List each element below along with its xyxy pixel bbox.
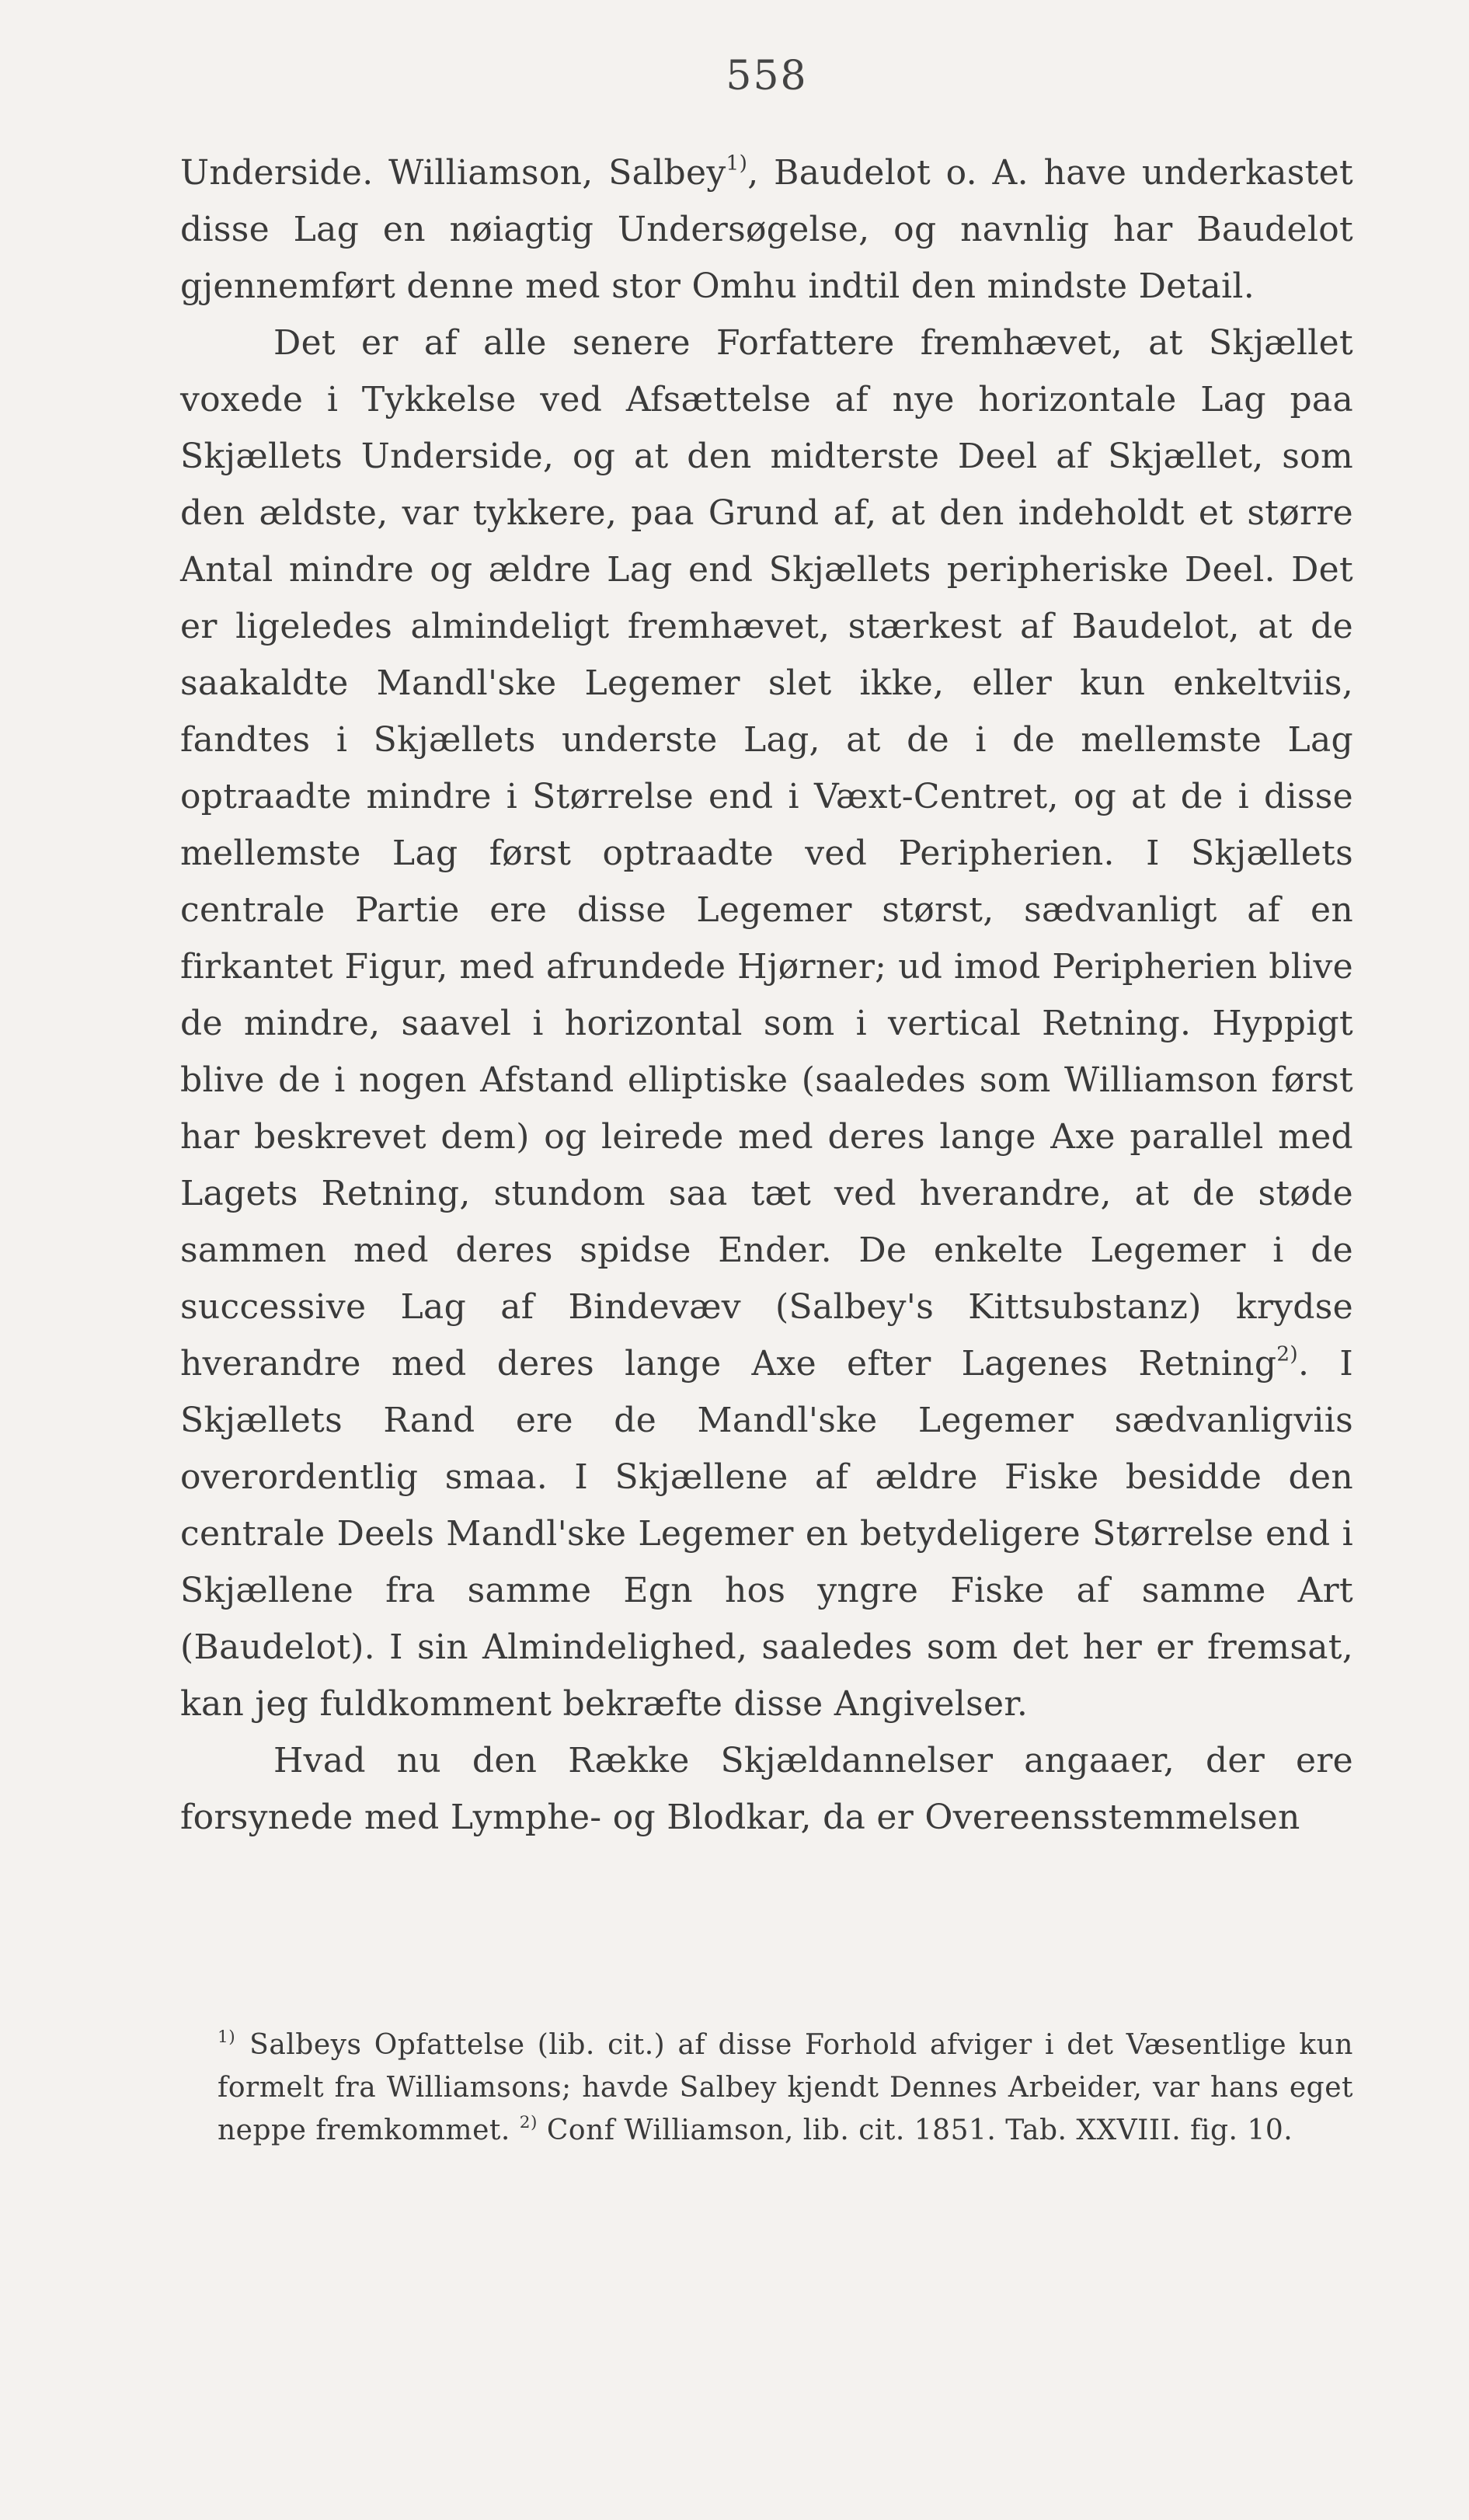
text-run: , Baudelot o. A. have underkastet disse Lag en nøiagtig Undersøgelse, og navnlig har Baudelot gjennemført denne med stor Omhu indtil den mindste Detail. <box>180 153 1353 306</box>
footnote-reference: 2) <box>1276 1342 1298 1366</box>
body-text <box>180 144 1353 1846</box>
paragraph <box>180 1732 1353 1846</box>
page-number: 558 <box>726 53 808 99</box>
footnote-reference: 1) <box>726 151 748 176</box>
footnote-reference: 2) <box>519 2112 538 2132</box>
paragraph <box>180 315 1353 1732</box>
footnote-reference: 1) <box>218 2027 236 2047</box>
document-page <box>180 47 1353 2486</box>
text-run: Hvad nu den Række Skjældannelser angaaer, der ere forsynede med Lymphe- og Blodkar, da er Overeensstemmelsen <box>180 1741 1353 1837</box>
text-run: Det er af alle senere Forfattere fremhævet, at Skjællet voxede i Tykkelse ved Afsættelse af nye horizontale Lag paa Skjællets Underside, og at den midterste Deel af Skjællet, som den ældste, var tykkere, paa Grund af, at den indeholdt et større Antal mindre og ældre Lag end Skjællets peripheriske Deel. Det er ligeledes almindeligt fremhævet, stærkest af Baudelot, at de saakaldte Mandl'ske Legemer slet ikke, eller kun enkeltviis, fandtes i Skjællets underste Lag, at de i de mellemste Lag optraadte mindre i Størrelse end i Væxt-Centret, og at de i disse mellemste Lag først optraadte ved Peripherien. I Skjællets centrale Partie ere disse Legemer størst, sædvanligt af en firkantet Figur, med afrundede Hjørner; ud imod Peripherien blive de mindre, saavel i horizontal som i vertical Retning. Hyppigt blive de i nogen Afstand elliptiske (saaledes som Williamson først har beskrevet dem) og leirede med deres lange Axe parallel med Lagets Retning, stundom saa tæt ved hverandre, at de støde sammen med deres spidse Ender. De enkelte Legemer i de successive Lag af Bindevæv (Salbey's Kittsubstanz) krydse hverandre med deres lange Axe efter Lagenes Retning <box>180 323 1353 1384</box>
footnotes <box>218 2024 1353 2152</box>
paragraph <box>180 144 1353 315</box>
footnote <box>218 2024 1353 2152</box>
text-run: . I Skjællets Rand ere de Mandl'ske Legemer sædvanligviis overordentlig smaa. I Skjællene af ældre Fiske besidde den centrale Deels Mandl'ske Legemer en betydeligere Størrelse end i Skjællene fra samme Egn hos yngre Fiske af samme Art (Baudelot). I sin Almindelighed, saaledes som det her er fremsat, kan jeg fuldkomment bekræfte disse Angivelser. <box>180 1344 1353 1724</box>
text-run: Salbeys Opfattelse (lib. cit.) af disse Forhold afviger i det Væsentlige kun formelt fra Williamsons; havde Salbey kjendt Dennes Arbeider, var hans eget neppe fremkommet. <box>218 2029 1353 2146</box>
text-run: Conf Williamson, lib. cit. 1851. Tab. XXVIII. fig. 10. <box>537 2115 1293 2146</box>
text-run: Underside. Williamson, Salbey <box>180 153 726 193</box>
